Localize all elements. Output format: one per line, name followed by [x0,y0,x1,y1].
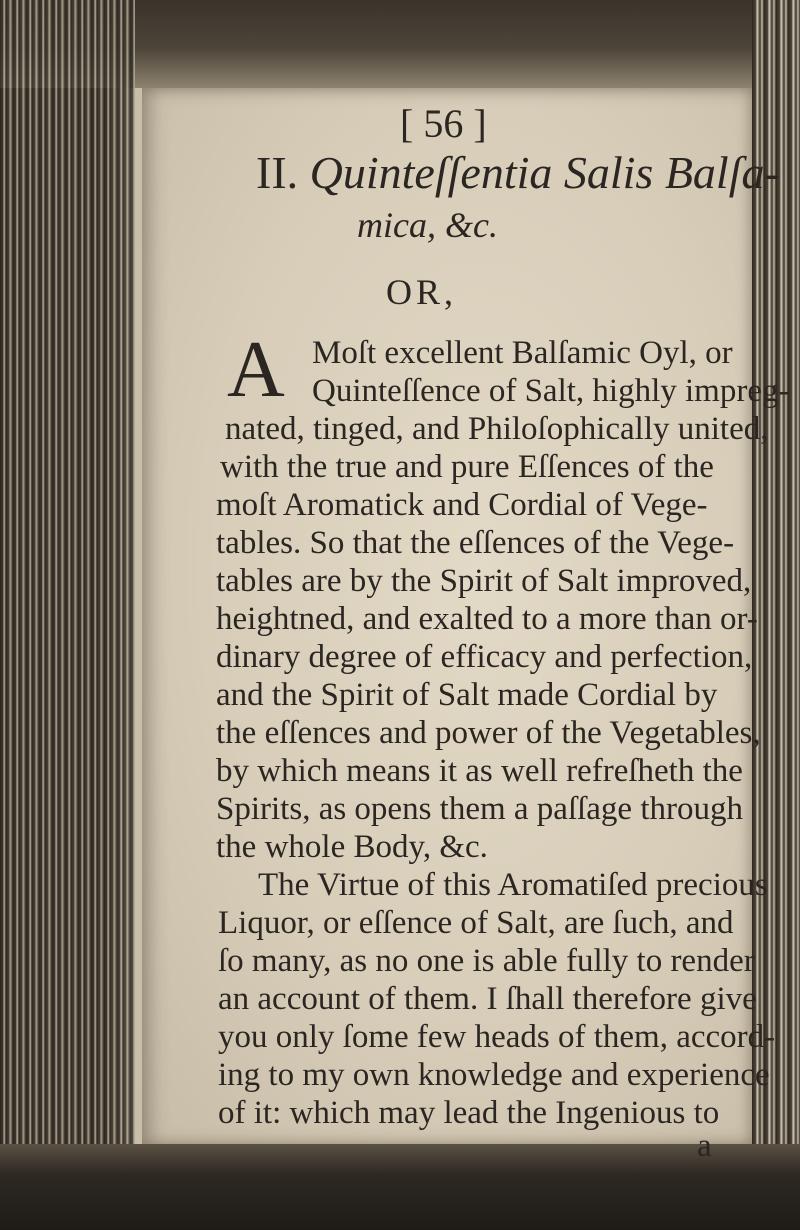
body-line: with the true and pure Eſſences of the [220,449,714,485]
body-line: Spirits, as opens them a paſſage through [216,791,743,827]
body-line: by which means it as well refreſheth the [216,753,743,789]
page-number: [ 56 ] [400,101,487,146]
body-line: the eſſences and power of the Vegetables, [216,715,761,751]
body-line: an account of them. I ſhall therefore give [218,981,757,1017]
body-line: Liquor, or eſſence of Salt, are ſuch, and [218,905,734,941]
body-line: Moſt excellent Balſamic Oyl, or [312,335,733,371]
body-line: and the Spirit of Salt made Cordial by [216,677,718,713]
catchword: a [697,1128,712,1164]
page-title [256,146,780,199]
subtitle: mica, &c. [357,205,498,245]
body-line: tables are by the Spirit of Salt improved, [216,563,752,599]
left-page-edges [0,0,135,1230]
body-line: the whole Body, &c. [216,829,488,865]
body-line: ing to my own knowledge and experience [218,1057,770,1093]
body-line: you only ſome few heads of them, accord- [218,1019,776,1055]
body-line: moſt Aromatick and Cordial of Vege- [216,487,708,523]
body-line: The Virtue of this Aromatiſed precious [258,867,768,903]
body-line: ſo many, as no one is able fully to render [218,943,755,979]
body-line: of it: which may lead the Ingenious to [218,1095,720,1131]
body-line: Quinteſſence of Salt, highly impreg- [312,373,790,409]
or-label: OR, [386,272,458,312]
drop-cap: A [227,326,285,414]
body-line: heightned, and exalted to a more than or- [216,601,758,637]
title-text: Quinteſſentia Salis Balſa- [309,147,780,198]
bottom-shadow [0,1144,800,1230]
body-line: nated, tinged, and Philoſophically united, [225,411,769,447]
body-line: dinary degree of efficacy and perfection, [216,639,753,675]
title-numeral: II. [256,147,299,198]
body-line: tables. So that the eſſences of the Vege- [216,525,735,561]
